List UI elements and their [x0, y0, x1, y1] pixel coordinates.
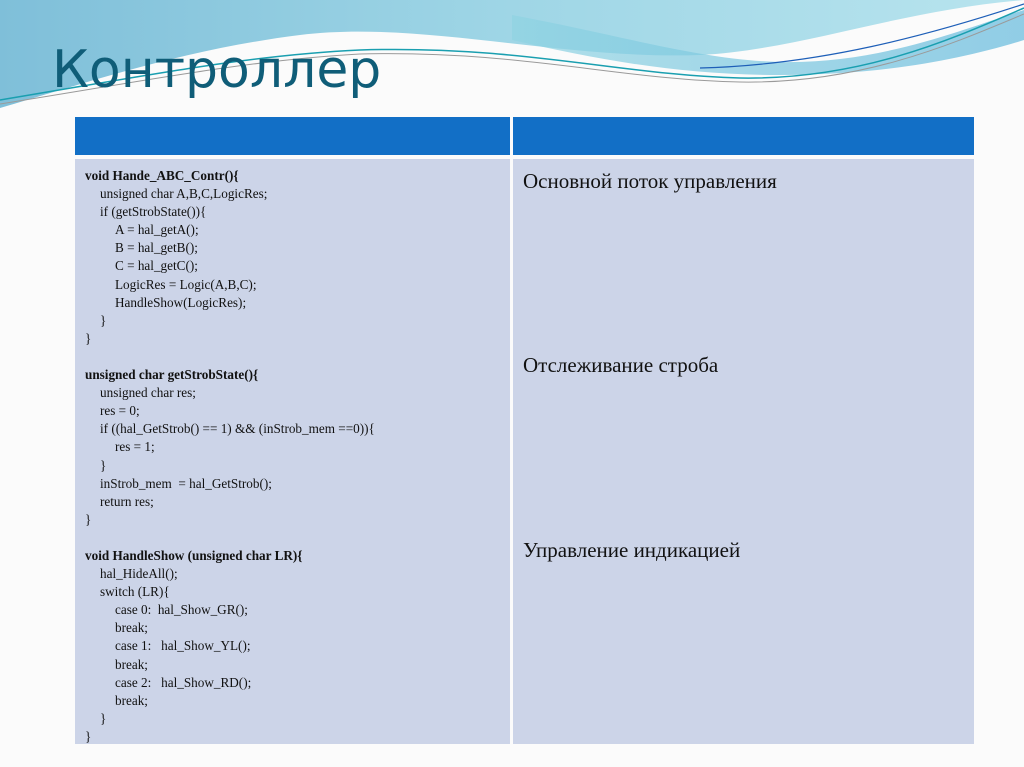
code-line: switch (LR){	[100, 584, 170, 600]
code-line: break;	[115, 620, 148, 636]
code-cell	[75, 159, 510, 744]
code-line: A = hal_getA();	[115, 222, 199, 238]
table-header-cell-description	[513, 117, 974, 155]
code-line: }	[85, 728, 92, 744]
code-line: res = 0;	[100, 403, 140, 419]
code-line	[85, 529, 375, 547]
code-line: unsigned char getStrobState(){	[85, 367, 259, 383]
code-line: void Hande_ABC_Contr(){	[85, 168, 239, 183]
code-line: HandleShow(LogicRes);	[115, 294, 247, 310]
table-header-cell-code	[75, 117, 510, 155]
description-main-flow: Основной поток управления	[523, 169, 777, 193]
code-line: hal_HideAll();	[100, 566, 178, 582]
code-line: C = hal_getC();	[115, 258, 198, 274]
code-line: LogicRes = Logic(A,B,C);	[115, 276, 257, 292]
description-indication-control: Управление индикацией	[523, 538, 741, 562]
code-line: if (getStrobState()){	[100, 204, 207, 220]
description-strobe-tracking: Отслеживание строба	[523, 353, 719, 377]
code-line: break;	[115, 656, 148, 672]
code-line: unsigned char A,B,C,LogicRes;	[100, 186, 268, 202]
code-line: unsigned char res;	[100, 385, 196, 401]
code-line: case 2: hal_Show_RD();	[115, 674, 252, 690]
code-line: B = hal_getB();	[115, 240, 198, 256]
code-line: }	[85, 330, 92, 346]
code-line: case 0: hal_Show_GR();	[115, 602, 248, 618]
code-line: res = 1;	[115, 439, 155, 455]
code-block	[85, 167, 375, 746]
content-table	[75, 117, 974, 744]
code-line: }	[100, 710, 107, 726]
code-line: void HandleShow (unsigned char LR){	[85, 547, 303, 563]
code-line: inStrob_mem = hal_GetStrob();	[100, 475, 272, 491]
code-line: if ((hal_GetStrob() == 1) && (inStrob_mem ==0)){	[100, 421, 375, 437]
code-line: }	[100, 312, 107, 328]
code-line: }	[85, 511, 92, 527]
slide-title: Контроллер	[52, 40, 382, 100]
code-line: break;	[115, 692, 148, 708]
code-line: case 1: hal_Show_YL();	[115, 638, 251, 654]
description-cell	[513, 159, 974, 744]
code-line: return res;	[100, 493, 154, 509]
code-line	[85, 348, 375, 366]
code-line: }	[100, 457, 107, 473]
